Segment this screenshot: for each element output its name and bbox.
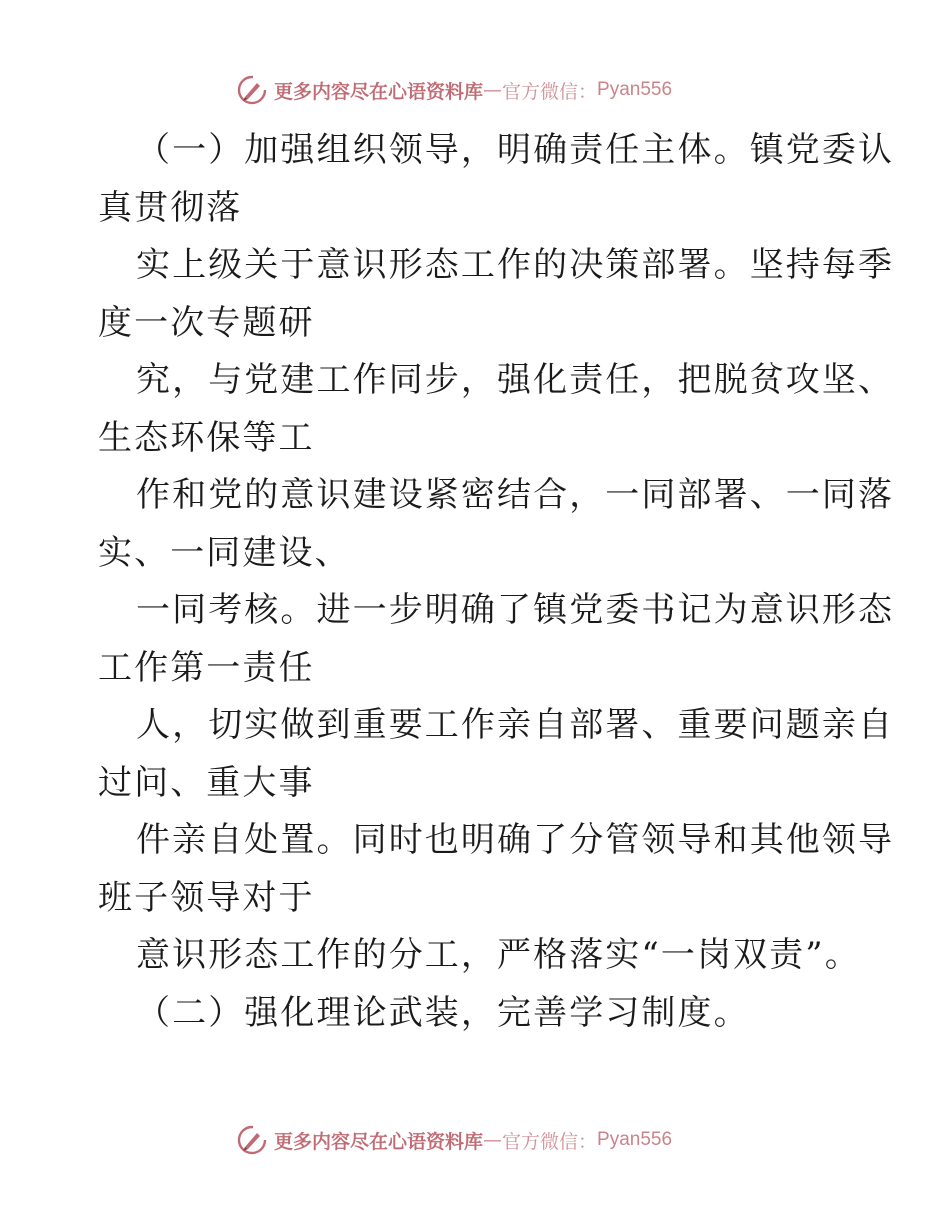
document-line: 度一次专题研 — [98, 302, 315, 343]
document-line: （二）强化理论武装，完善学习制度。 — [136, 992, 750, 1033]
watermark-dash: — — [483, 1129, 503, 1151]
document-line: 实、一同建设、 — [98, 532, 351, 573]
document-line: 实上级关于意识形态工作的决策部署。坚持每季 — [136, 245, 895, 285]
document-line: 件亲自处置。同时也明确了分管领导和其他领导 — [136, 820, 895, 860]
document-line: 意识形态工作的分工，严格落实“一岗双责”。 — [136, 935, 861, 975]
document-line: 生态环保等工 — [98, 417, 315, 458]
watermark-site-text: 更多内容尽在心语资料库 — [274, 80, 484, 103]
document-line: 究，与党建工作同步，强化责任，把脱贫攻坚、 — [136, 360, 895, 400]
watermark-official-text: 官方微信： — [502, 80, 598, 103]
document-body — [98, 122, 895, 1042]
document-line: 班子领导对于 — [98, 877, 315, 918]
pen-circle-logo-icon — [236, 74, 268, 106]
watermark-wechat-id: Pyan556 — [597, 79, 673, 100]
document-line: 真贯彻落 — [98, 187, 243, 228]
watermark-official-text: 官方微信： — [502, 1130, 598, 1153]
document-line: （一）加强组织领导，明确责任主体。镇党委认 — [136, 130, 895, 170]
pen-circle-logo-icon — [236, 1124, 268, 1156]
watermark-dash: — — [483, 79, 503, 101]
document-line: 人，切实做到重要工作亲自部署、重要问题亲自 — [136, 705, 895, 745]
footer-watermark — [236, 1123, 672, 1157]
watermark-wechat-id: Pyan556 — [597, 1129, 673, 1150]
watermark-site-text: 更多内容尽在心语资料库 — [274, 1130, 484, 1153]
document-line: 工作第一责任 — [98, 647, 315, 688]
document-line: 过问、重大事 — [98, 762, 315, 803]
document-line: 作和党的意识建设紧密结合，一同部署、一同落 — [136, 475, 895, 515]
header-watermark — [236, 73, 672, 107]
document-line: 一同考核。进一步明确了镇党委书记为意识形态 — [136, 590, 895, 630]
